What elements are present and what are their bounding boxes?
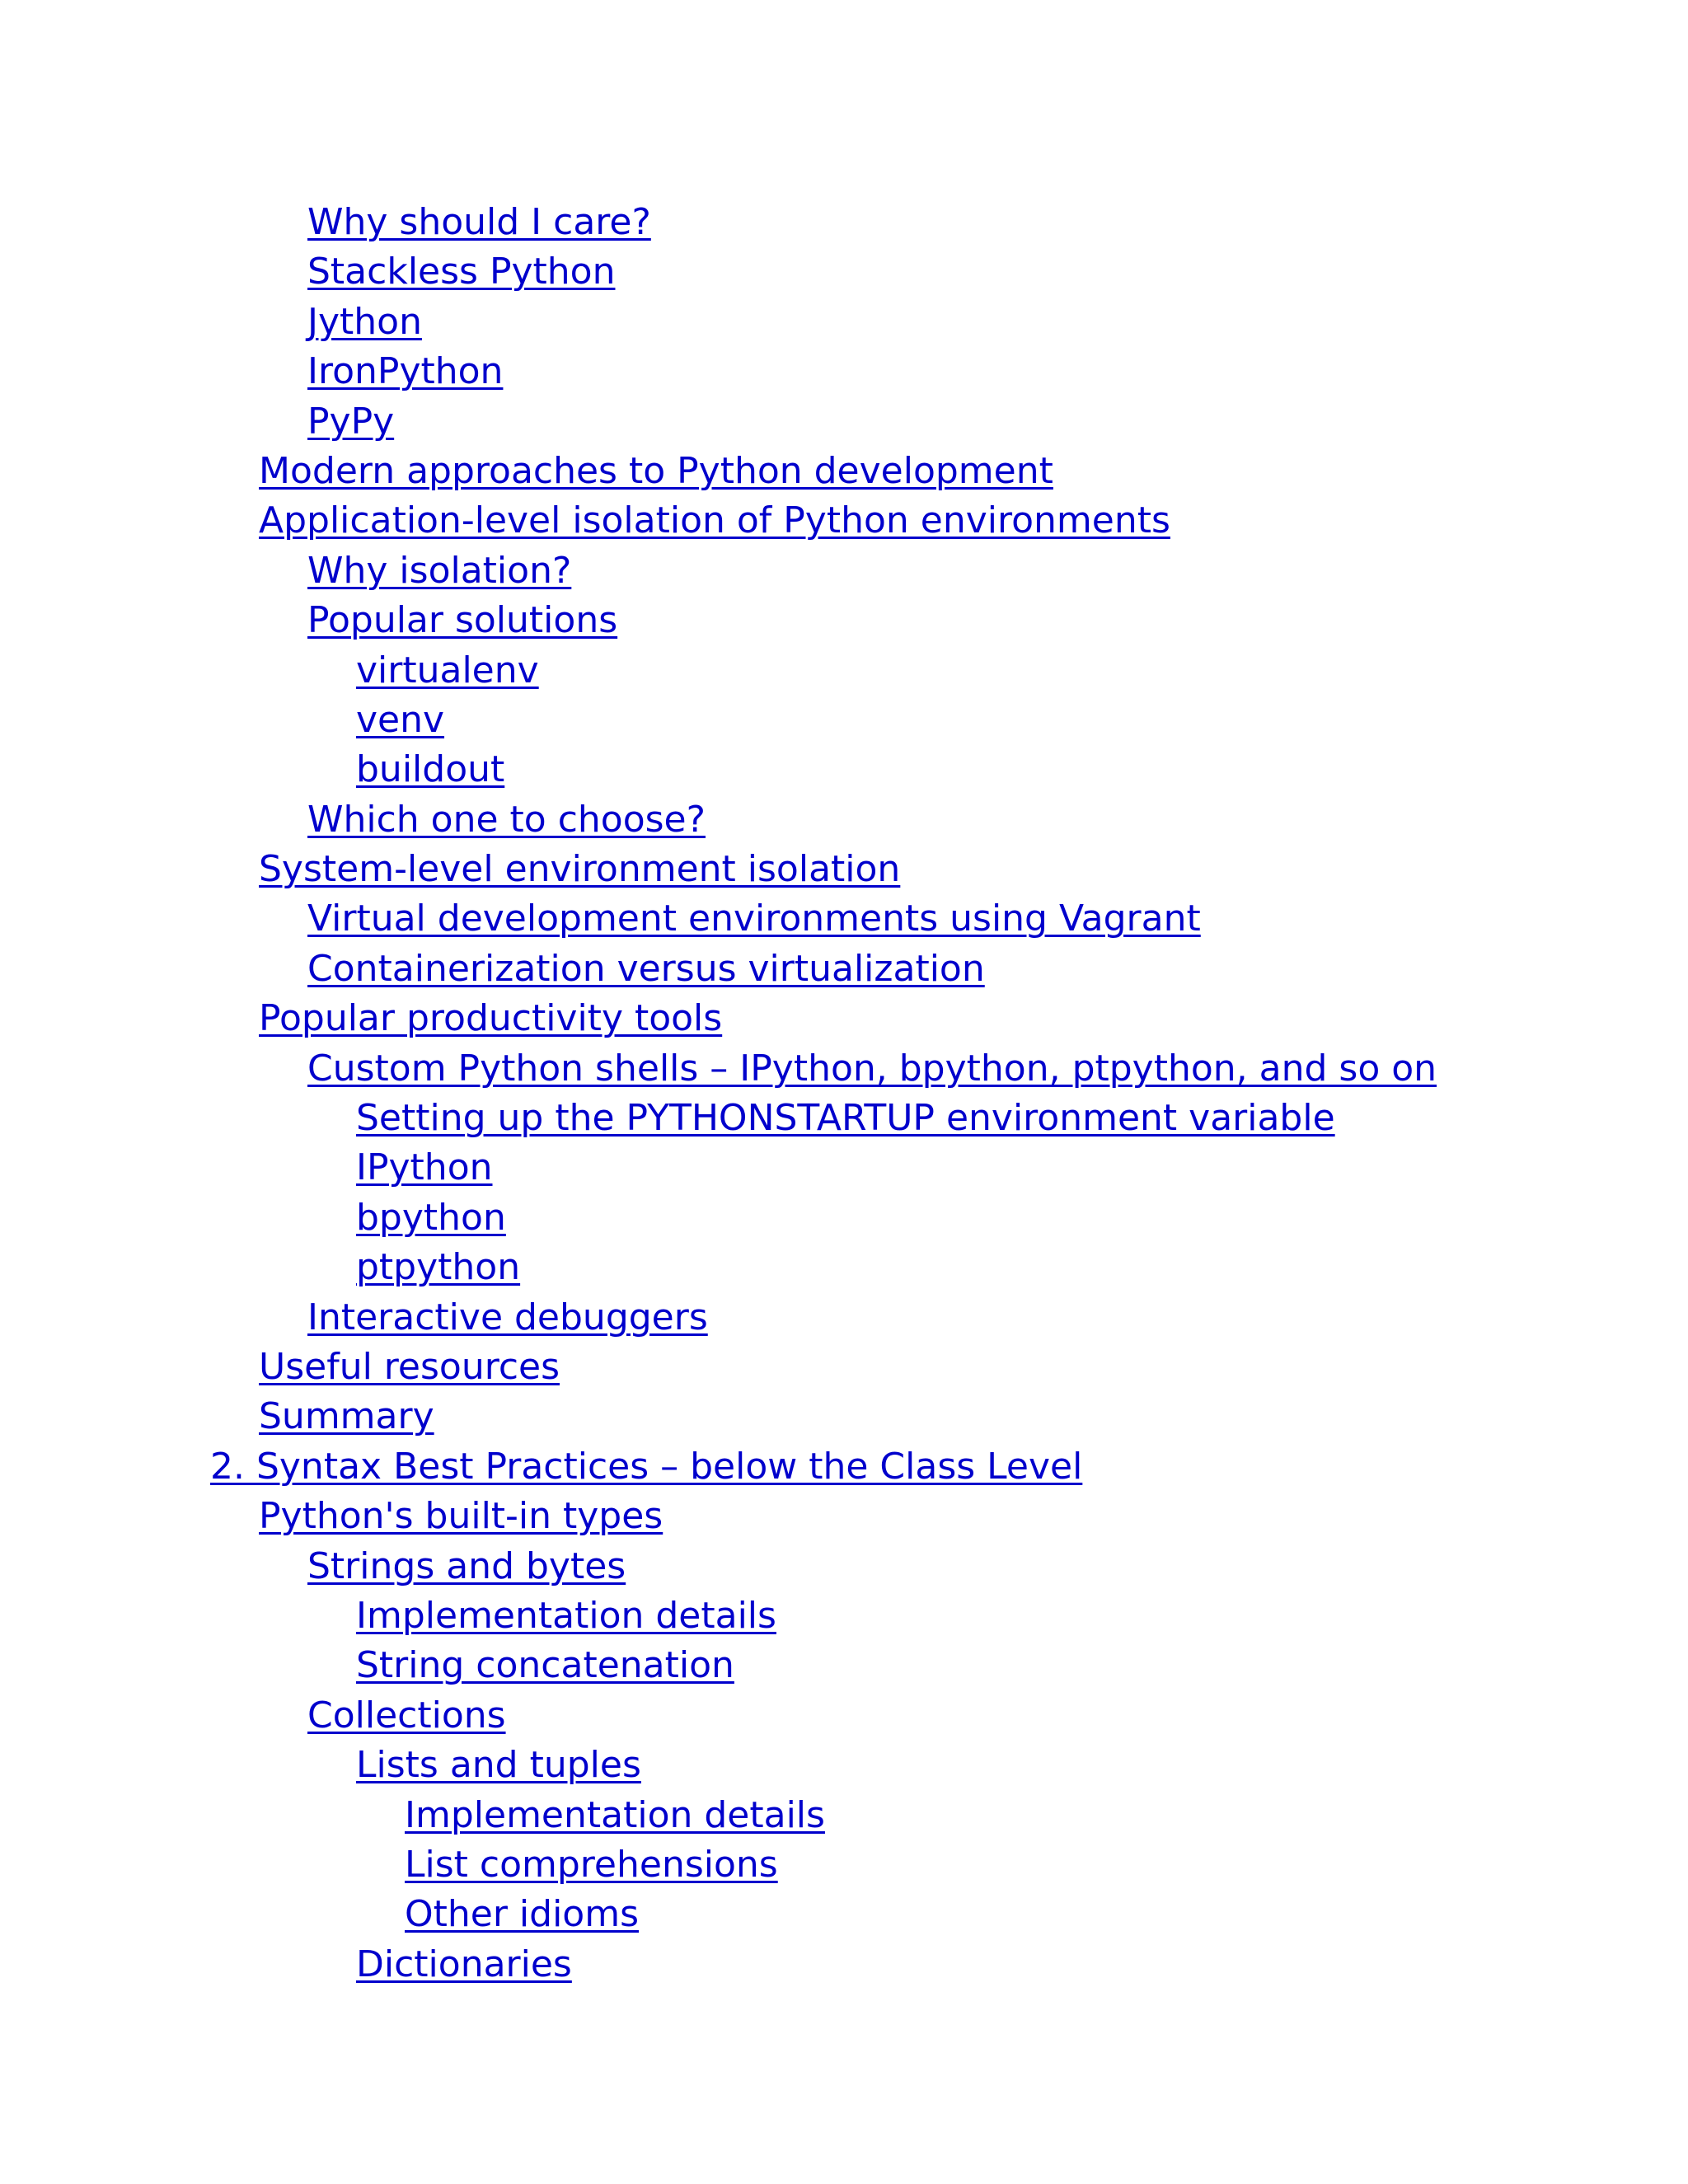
toc-entry bbox=[210, 1442, 1437, 1492]
toc-link[interactable]: Collections bbox=[307, 1694, 506, 1736]
toc-entry bbox=[210, 745, 1437, 794]
toc-entry bbox=[210, 1293, 1437, 1343]
toc-entry bbox=[210, 447, 1437, 496]
toc-link[interactable]: Python's built-in types bbox=[259, 1495, 663, 1538]
toc-link[interactable]: bpython bbox=[356, 1196, 506, 1239]
toc-entry bbox=[210, 1791, 1437, 1840]
toc-link[interactable]: 2. Syntax Best Practices – below the Class Level bbox=[210, 1445, 1083, 1488]
toc-entry bbox=[210, 298, 1437, 347]
toc-entry bbox=[210, 1492, 1437, 1541]
toc-entry bbox=[210, 198, 1437, 247]
toc-link[interactable]: IronPython bbox=[307, 350, 504, 393]
toc-entry bbox=[210, 1044, 1437, 1094]
toc-entry bbox=[210, 1343, 1437, 1392]
toc-entry bbox=[210, 496, 1437, 546]
toc-entry bbox=[210, 1691, 1437, 1741]
toc-link[interactable]: Other idioms bbox=[405, 1893, 640, 1936]
toc-link[interactable]: Summary bbox=[259, 1395, 434, 1438]
toc-link[interactable]: Modern approaches to Python development bbox=[259, 449, 1053, 492]
toc-entry bbox=[210, 894, 1437, 944]
toc-link[interactable]: Which one to choose? bbox=[307, 798, 706, 841]
toc-link[interactable]: venv bbox=[356, 698, 445, 741]
toc-link[interactable]: Strings and bytes bbox=[307, 1544, 626, 1587]
toc-entry bbox=[210, 944, 1437, 994]
toc-entry bbox=[210, 347, 1437, 396]
toc-link[interactable]: Custom Python shells – IPython, bpython, ptpython, and so on bbox=[307, 1047, 1437, 1090]
toc-link[interactable]: Why isolation? bbox=[307, 549, 572, 592]
toc-link[interactable]: Containerization versus virtualization bbox=[307, 947, 985, 990]
toc-link[interactable]: Interactive debuggers bbox=[307, 1296, 708, 1338]
toc-link[interactable]: PyPy bbox=[307, 400, 395, 443]
toc-entry bbox=[210, 247, 1437, 297]
toc-link[interactable]: Jython bbox=[307, 300, 422, 343]
toc-link[interactable]: Stackless Python bbox=[307, 251, 616, 293]
toc-entry bbox=[210, 1591, 1437, 1641]
toc-link[interactable]: Application-level isolation of Python environments bbox=[259, 499, 1170, 542]
toc-link[interactable]: Implementation details bbox=[356, 1594, 776, 1637]
toc-link[interactable]: Useful resources bbox=[259, 1345, 560, 1388]
toc-link[interactable]: Setting up the PYTHONSTARTUP environment variable bbox=[356, 1097, 1335, 1140]
toc-entry bbox=[210, 696, 1437, 745]
toc-entry bbox=[210, 1243, 1437, 1292]
toc-entry bbox=[210, 397, 1437, 447]
toc-link[interactable]: Implementation details bbox=[405, 1793, 825, 1836]
toc-entry bbox=[210, 546, 1437, 596]
toc-link[interactable]: String concatenation bbox=[356, 1644, 734, 1687]
toc-entry bbox=[210, 596, 1437, 645]
toc-entry bbox=[210, 1392, 1437, 1441]
toc-entry bbox=[210, 1840, 1437, 1890]
toc-entry bbox=[210, 1542, 1437, 1591]
toc-entry bbox=[210, 845, 1437, 894]
toc-entry bbox=[210, 1094, 1437, 1143]
toc-entry bbox=[210, 1143, 1437, 1193]
toc-link[interactable]: buildout bbox=[356, 748, 505, 791]
toc-link[interactable]: Virtual development environments using Vagrant bbox=[307, 898, 1201, 940]
toc-link[interactable]: IPython bbox=[356, 1146, 493, 1189]
toc-entry bbox=[210, 1641, 1437, 1690]
toc-link[interactable]: Popular productivity tools bbox=[259, 997, 723, 1040]
toc-entry bbox=[210, 1193, 1437, 1243]
table-of-contents bbox=[210, 198, 1437, 1990]
toc-link[interactable]: Why should I care? bbox=[307, 201, 651, 243]
toc-link[interactable]: Lists and tuples bbox=[356, 1744, 641, 1787]
toc-entry bbox=[210, 1741, 1437, 1790]
toc-entry bbox=[210, 646, 1437, 696]
toc-link[interactable]: System-level environment isolation bbox=[259, 848, 901, 891]
toc-link[interactable]: Popular solutions bbox=[307, 599, 618, 642]
toc-link[interactable]: ptpython bbox=[356, 1246, 521, 1289]
toc-link[interactable]: virtualenv bbox=[356, 649, 539, 691]
toc-entry bbox=[210, 1890, 1437, 1939]
toc-link[interactable]: List comprehensions bbox=[405, 1843, 778, 1886]
toc-entry bbox=[210, 1940, 1437, 1990]
toc-entry bbox=[210, 795, 1437, 845]
toc-entry bbox=[210, 994, 1437, 1043]
toc-link[interactable]: Dictionaries bbox=[356, 1943, 572, 1985]
